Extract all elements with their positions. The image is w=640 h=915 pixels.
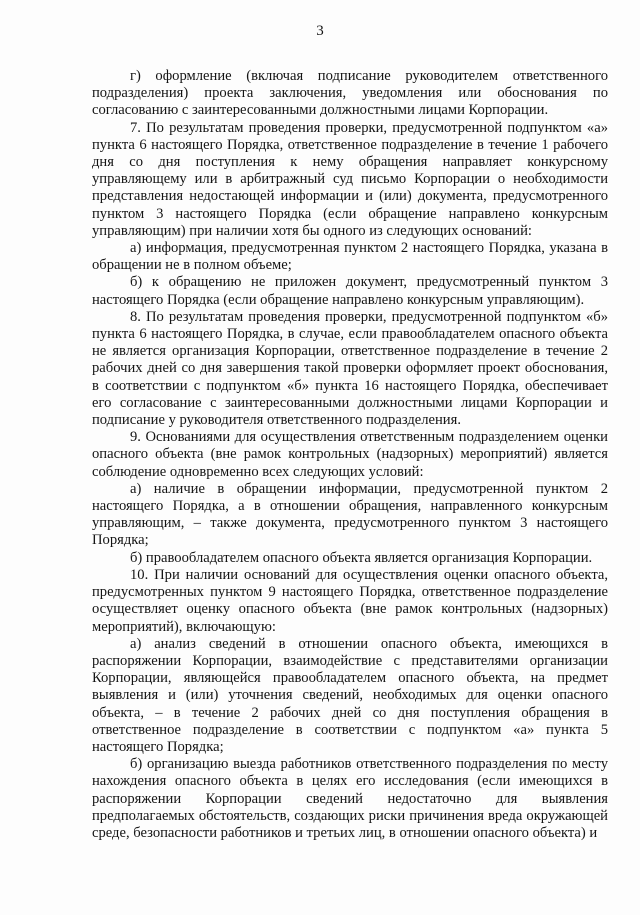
- paragraph-7: 7. По результатам проведения проверки, предусмотренной подпунктом «а» пункта 6 настоящего Порядка, ответственное подразделение в течение 1 рабочего дня со дня поступления к нему обращения направляет конкурсному управляющему или в арбитражный суд письмо Корпорации о необходимости представления недостающей информации и (или) документа, предусмотренного пунктом 3 настоящего Порядка (если обращение направлено конкурсным управляющим) при наличии хотя бы одного из следующих оснований:: [92, 119, 608, 239]
- paragraph-10: 10. При наличии оснований для осуществления оценки опасного объекта, предусмотренных пунктом 9 настоящего Порядка, ответственное подразделение осуществляет оценку опасного объекта (вне рамок контрольных (надзорных) мероприятий), включающую:: [92, 566, 608, 635]
- paragraph-9a: а) наличие в обращении информации, предусмотренной пунктом 2 настоящего Порядка, а в отношении обращения, направленного конкурсным управляющим, – также документа, предусмотренного пунктом 3 настоящего Порядка;: [92, 480, 608, 549]
- paragraph-7b: б) к обращению не приложен документ, предусмотренный пунктом 3 настоящего Порядка (если обращение направлено конкурсным управляющим).: [92, 274, 608, 308]
- paragraph-9: 9. Основаниями для осуществления ответственным подразделением оценки опасного объекта (вне рамок контрольных (надзорных) мероприятий) является соблюдение одновременно всех следующих условий:: [92, 429, 608, 480]
- paragraph-10b: б) организацию выезда работников ответственного подразделения по месту нахождения опасного объекта в целях его исследования (если имеющихся в распоряжении Корпорации сведений недостаточно для выявления предполагаемых обстоятельств, создающих риски причинения вреда окружающей среде, безопасности работников и третьих лиц, в отношении опасного объекта) и: [92, 756, 608, 841]
- paragraph-8: 8. По результатам проведения проверки, предусмотренной подпунктом «б» пункта 6 настоящего Порядка, в случае, если правообладателем опасного объекта не является организация Корпорации, ответственное подразделение в течение 2 рабочих дней со дня завершения такой проверки оформляет проект обоснования, в соответствии с подпунктом «б» пункта 16 настоящего Порядка, обеспечивает его согласование с заинтересованными должностными лицами Корпорации и подписание у руководителя ответственного подразделения.: [92, 308, 608, 429]
- page-number: 3: [316, 23, 324, 39]
- paragraph-4g: г) оформление (включая подписание руководителем ответственного подразделения) проекта заключения, уведомления или обоснования по согласованию с заинтересованными должностными лицами Корпорации.: [92, 68, 608, 119]
- document-body: [92, 68, 608, 842]
- paragraph-9b: б) правообладателем опасного объекта является организация Корпорации.: [130, 549, 593, 566]
- paragraph-10a: а) анализ сведений в отношении опасного объекта, имеющихся в распоряжении Корпорации, взаимодействие с представителями организации Корпорации, являющейся правообладателем опасного объекта, на предмет выявления и (или) уточнения сведений, необходимых для оценки опасного объекта, – в течение 2 рабочих дней со дня поступления обращения в ответственное подразделение в соответствии с подпунктом «а» пункта 5 настоящего Порядка;: [92, 635, 608, 755]
- paragraph-7a: а) информация, предусмотренная пунктом 2 настоящего Порядка, указана в обращении не в полном объеме;: [92, 240, 608, 274]
